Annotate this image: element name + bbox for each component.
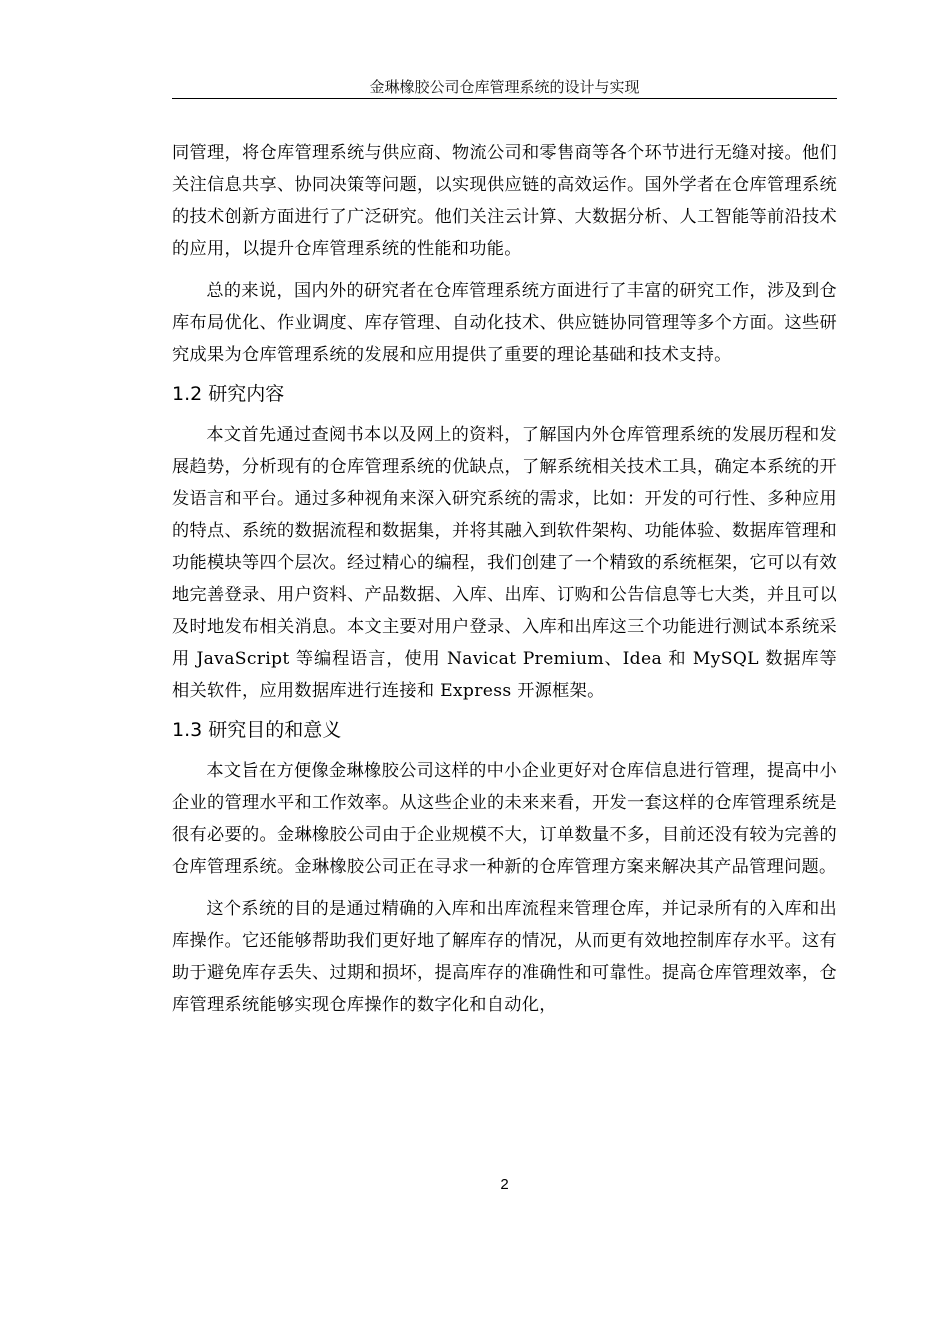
page-header-title: 金琳橡胶公司仓库管理系统的设计与实现 [369, 78, 640, 96]
document-body [172, 137, 837, 1031]
section-heading-research-content: 1.2 研究内容 [172, 383, 285, 405]
paragraph-continued: 同管理，将仓库管理系统与供应商、物流公司和零售商等各个环节进行无缝对接。他们关注信息共享、协同决策等问题，以实现供应链的高效运作。国外学者在仓库管理系统的技术创新方面进行了广泛研究。他们关注云计算、大数据分析、人工智能等前沿技术的应用，以提升仓库管理系统的性能和功能。 [172, 143, 837, 259]
paragraph-summary: 总的来说，国内外的研究者在仓库管理系统方面进行了丰富的研究工作，涉及到仓库布局优化、作业调度、库存管理、自动化技术、供应链协同管理等多个方面。这些研究成果为仓库管理系统的发展和应用提供了重要的理论基础和技术支持。 [172, 281, 837, 365]
section-heading-research-purpose: 1.3 研究目的和意义 [172, 719, 342, 741]
paragraph-research-purpose: 本文旨在方便像金琳橡胶公司这样的中小企业更好对仓库信息进行管理，提高中小企业的管理水平和工作效率。从这些企业的未来来看，开发一套这样的仓库管理系统是很有必要的。金琳橡胶公司由于企业规模不大，订单数量不多，目前还没有较为完善的仓库管理系统。金琳橡胶公司正在寻求一种新的仓库管理方案来解决其产品管理问题。 [172, 761, 837, 877]
header-divider [172, 98, 837, 99]
paragraph-research-content: 本文首先通过查阅书本以及网上的资料，了解国内外仓库管理系统的发展历程和发展趋势，分析现有的仓库管理系统的优缺点，了解系统相关技术工具，确定本系统的开发语言和平台。通过多种视角来深入研究系统的需求，比如：开发的可行性、多种应用的特点、系统的数据流程和数据集，并将其融入到软件架构、功能体验、数据库管理和功能模块等四个层次。经过精心的编程，我们创建了一个精致的系统框架，它可以有效地完善登录、用户资料、产品数据、入库、出库、订购和公告信息等七大类，并且可以及时地发布相关消息。本文主要对用户登录、入库和出库这三个功能进行测试本系统采用 JavaScript 等编程语言，使用 Navicat Premium、Idea 和 MySQL 数据库等相关软件，应用数据库进行连接和 Express 开源框架。 [172, 425, 837, 701]
paragraph-system-goal: 这个系统的目的是通过精确的入库和出库流程来管理仓库，并记录所有的入库和出库操作。它还能够帮助我们更好地了解库存的情况，从而更有效地控制库存水平。这有助于避免库存丢失、过期和损坏，提高库存的准确性和可靠性。提高仓库管理效率，仓库管理系统能够实现仓库操作的数字化和自动化， [172, 899, 837, 1015]
page-number: 2 [500, 1176, 509, 1193]
